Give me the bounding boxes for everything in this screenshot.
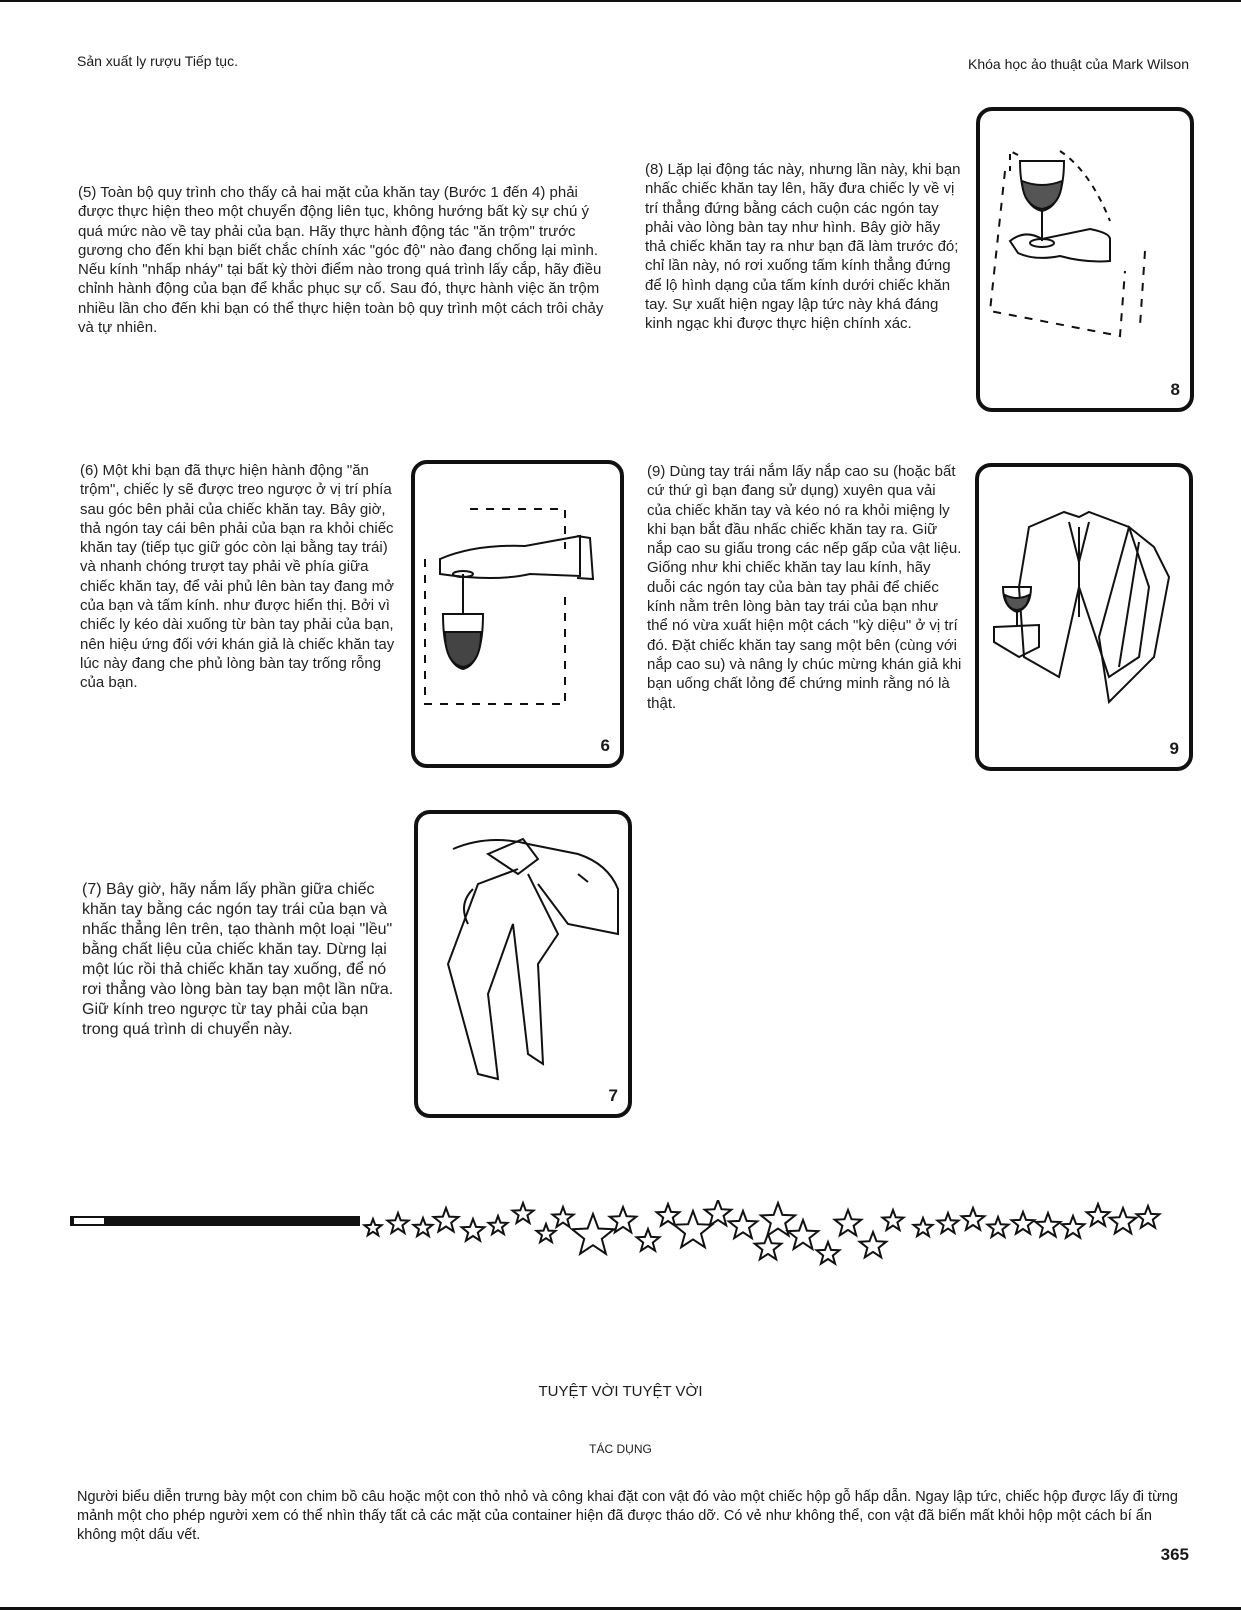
decorative-star	[1110, 1208, 1137, 1233]
decorative-star	[388, 1213, 409, 1233]
panel-number-9: 9	[1169, 739, 1179, 758]
step-7-paragraph: (7) Bây giờ, hãy nắm lấy phần giữa chiếc khăn tay bằng các ngón tay trái của bạn và nhấc thẳng lên trên, tạo thành một loại "lều" bằng chất liệu của chiếc khăn tay. Dừng lại một lúc rồi thả chiếc khăn tay xuống, để nó rơi thẳng vào lòng bàn tay bạn một lần nữa. Giữ kính treo ngược từ tay phải của bạn trong quá trình di chuyển này.	[82, 881, 394, 1038]
decorative-star	[860, 1232, 887, 1257]
decorative-star	[553, 1207, 574, 1227]
step-6-paragraph: (6) Một khi bạn đã thực hiện hành động "ăn trộm", chiếc ly sẽ được treo ngược ở vị trí phía sau góc bên phải của chiếc khăn tay. Bây giờ, thả ngón tay cái bên phải của bạn ra khỏi chiếc khăn tay (tiếp tục giữ góc còn lại bằng tay trái) và nhanh chóng trượt tay phải về phía giữa chiếc khăn tay, để vải phủ lên bàn tay đang mở của bạn và tấm kính. như được hiển thị. Bởi vì chiếc ly kéo dài xuống từ bàn tay phải của bạn, nên hiệu ứng đối với khán giả là chiếc khăn tay lúc này đang che phủ lòng bàn tay trống rỗng của bạn.	[80, 462, 395, 692]
decorative-star	[1012, 1212, 1035, 1234]
decorative-star	[755, 1234, 782, 1259]
decorative-star	[883, 1210, 904, 1230]
panel-number-6: 6	[600, 736, 610, 755]
decorative-star	[414, 1218, 433, 1236]
decorative-star	[637, 1229, 660, 1251]
top-border-line	[0, 0, 1241, 2]
decorative-star	[364, 1219, 381, 1235]
decorative-star	[962, 1208, 985, 1230]
illustration-panel-8	[976, 107, 1194, 412]
tent-handkerchief-illustration	[418, 814, 628, 1114]
step-6-text	[80, 461, 395, 693]
hanging-glass-illustration	[415, 464, 620, 764]
panel-number-8: 8	[1170, 380, 1180, 399]
decorative-star	[938, 1213, 959, 1233]
running-header-right: Khóa học ảo thuật của Mark Wilson	[967, 56, 1189, 72]
effect-paragraph: Người biểu diễn trưng bày một con chim bồ câu hoặc một con thỏ nhỏ và công khai đặt con vật đó vào một chiếc hộp gỗ hấp dẫn. Ngay lập tức, chiếc hộp được lấy đi từng mảnh một cho phép người xem có thể nhìn thấy tất cả các mặt của container hiện đã được tháo dỡ. Có vẻ như không thể, con vật đã biến mất khỏi hộp một cách bí ẩn không một dấu vết.	[77, 1489, 1178, 1543]
decorative-star	[835, 1210, 862, 1235]
divider-bar-highlight	[74, 1218, 104, 1224]
decorative-star	[1137, 1206, 1160, 1228]
decorative-star	[988, 1217, 1009, 1237]
decorative-star	[513, 1203, 534, 1223]
decorative-star	[572, 1214, 614, 1254]
decorative-star	[1036, 1213, 1061, 1237]
page-number: 365	[1160, 1545, 1189, 1564]
glass-upright-illustration	[980, 111, 1190, 408]
bottom-border-line	[0, 1607, 1241, 1610]
step-8-text	[645, 160, 963, 334]
section-subtitle: TÁC DỤNG	[589, 1442, 652, 1456]
decorative-star	[1062, 1216, 1085, 1238]
illustration-panel-6	[411, 460, 624, 768]
performer-toast-illustration	[979, 467, 1189, 767]
illustration-panel-7	[414, 810, 632, 1118]
panel-number-7: 7	[608, 1086, 618, 1105]
step-7-text	[82, 880, 402, 1040]
decorative-star	[914, 1218, 933, 1236]
divider-bar	[70, 1216, 360, 1226]
decorative-star	[674, 1211, 712, 1247]
decorative-star	[462, 1219, 485, 1241]
decorative-star	[788, 1220, 818, 1249]
decorative-star	[729, 1211, 758, 1238]
section-title: TUYỆT VỜI TUYỆT VỜI	[538, 1383, 703, 1400]
running-header-left: Sản xuất ly rượu Tiếp tục.	[77, 53, 238, 69]
step-9-paragraph: (9) Dùng tay trái nắm lấy nắp cao su (hoặc bất cứ thứ gì bạn đang sử dụng) xuyên qua vải của chiếc khăn tay và kéo nó ra khỏi miệng ly khi bạn bắt đầu nhấc chiếc khăn tay ra. Giữ nắp cao su giấu trong các nếp gấp của vật liệu. Giống như khi chiếc khăn tay lau kính, hãy duỗi các ngón tay của bàn tay phải để chiếc kính nằm trên lòng bàn tay trái của bạn như thể nó vừa xuất hiện một cách "kỳ diệu" ở vị trí đó. Đặt chiếc khăn tay sang một bên (cùng với nắp cao su) và nâng ly chúc mừng khán giả khi bạn uống chất lỏng để chứng minh rằng nó là thật.	[647, 463, 962, 712]
illustration-panel-9	[975, 463, 1193, 771]
step-5-paragraph: (5) Toàn bộ quy trình cho thấy cả hai mặt của khăn tay (Bước 1 đến 4) phải được thực hiện theo một chuyển động liên tục, không hướng bất kỳ sự chú ý quá mức nào về tay phải của bạn. Hãy thực hành động tác "ăn trộm" trước gương cho đến khi bạn biết chắc chính xác "góc độ" nào đang chống lại mình. Nếu kính "nhấp nháy" tại bất kỳ thời điểm nào trong quá trình lấy cắp, hãy điều chỉnh hành động của bạn để khắc phục sự cố. Sau đó, thực hành việc ăn trộm nhiều lần cho đến khi bạn có thể thực hiện toàn bộ quy trình một cách trôi chảy và tự nhiên.	[78, 184, 604, 337]
decorative-star	[434, 1208, 459, 1232]
star-divider	[68, 1200, 1188, 1305]
decorative-star	[817, 1242, 840, 1264]
decorative-star	[537, 1224, 556, 1242]
step-5-text	[78, 183, 608, 337]
decorative-star	[657, 1204, 680, 1226]
step-8-paragraph: (8) Lặp lại động tác này, nhưng lần này, khi bạn nhấc chiếc khăn tay lên, hãy đưa chiếc ly về vị trí thẳng đứng bằng cách cuộn các ngón tay phải vào lòng bàn tay như hình. Bây giờ hãy thả chiếc khăn tay ra như bạn đã làm trước đó; chỉ lần này, nó rơi xuống tấm kính thẳng đứng để lộ hình dạng của tấm kính dưới chiếc khăn tay. Sự xuất hiện ngay lập tức này khá đáng kinh ngạc khi được thực hiện chính xác.	[645, 161, 961, 333]
decorative-star	[489, 1216, 508, 1234]
decorative-star	[1087, 1204, 1110, 1226]
step-9-text	[647, 462, 962, 713]
